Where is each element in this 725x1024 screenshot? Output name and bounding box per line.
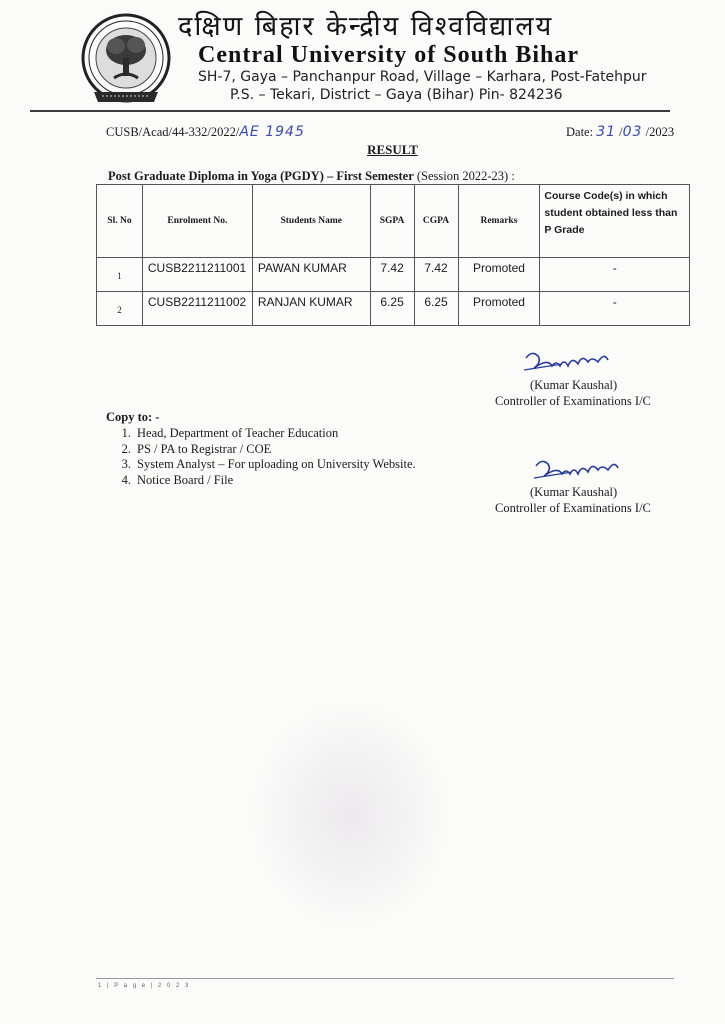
cell-enrolment: CUSB2211211001 xyxy=(142,258,252,292)
signature-1 xyxy=(522,348,612,378)
cell-course-codes: - xyxy=(540,258,690,292)
date-year: /2023 xyxy=(642,125,675,139)
result-table xyxy=(96,184,690,326)
list-item xyxy=(107,442,416,458)
header-course-codes: Course Code(s) in which student obtained less than P Grade xyxy=(540,185,690,258)
table-row xyxy=(97,258,690,292)
list-text: Notice Board / File xyxy=(137,472,234,487)
list-item xyxy=(107,473,416,489)
cell-cgpa: 6.25 xyxy=(414,292,458,326)
list-number: 2. xyxy=(121,441,131,456)
header-sl-no: Sl. No xyxy=(97,185,143,258)
signatory-designation-2: Controller of Examinations I/C xyxy=(495,501,651,515)
date-sep: / xyxy=(616,125,623,139)
cell-sl-no: 1 xyxy=(97,258,143,292)
cell-sl-no: 2 xyxy=(97,292,143,326)
header-sgpa: SGPA xyxy=(370,185,414,258)
table-header-row xyxy=(97,185,690,258)
list-item xyxy=(107,426,416,442)
copy-to-list xyxy=(107,426,416,488)
cell-sgpa: 7.42 xyxy=(370,258,414,292)
reference-prefix: CUSB/Acad/44-332/2022/ xyxy=(106,125,240,139)
address-line-2: P.S. – Tekari, District – Gaya (Bihar) Pin- 824236 xyxy=(230,87,563,103)
list-number: 1. xyxy=(121,426,131,440)
cell-student-name: RANJAN KUMAR xyxy=(252,292,370,326)
cell-course-codes: - xyxy=(540,292,690,326)
address-line-1: SH-7, Gaya – Panchanpur Road, Village – Karhara, Post-Fatehpur xyxy=(198,69,647,85)
programme-session: (Session 2022-23) : xyxy=(413,169,515,183)
date-month: 03 xyxy=(622,124,643,140)
header-enrolment: Enrolment No. xyxy=(142,185,252,258)
date-label: Date: xyxy=(566,125,597,139)
page-number: 1 | P a g e | 2 0 2 3 xyxy=(98,983,191,989)
letterhead-divider xyxy=(30,110,670,112)
signatory-name: (Kumar Kaushal) xyxy=(530,378,618,392)
cell-sgpa: 6.25 xyxy=(370,292,414,326)
reference-number xyxy=(106,124,305,140)
signatory-designation: Controller of Examinations I/C xyxy=(495,394,651,408)
copy-to-label: Copy to: - xyxy=(106,410,160,424)
document-heading: RESULT xyxy=(367,142,418,157)
footer-divider xyxy=(96,978,674,979)
signature-2 xyxy=(532,456,622,486)
list-number: 3. xyxy=(121,457,131,471)
list-item xyxy=(107,457,416,473)
cell-remarks: Promoted xyxy=(458,258,540,292)
signatory-name-2: (Kumar Kaushal) xyxy=(530,485,618,499)
reference-handwritten: AE 1945 xyxy=(239,124,305,140)
header-cgpa: CGPA xyxy=(414,185,458,258)
cell-enrolment: CUSB2211211002 xyxy=(142,292,252,326)
cell-remarks: Promoted xyxy=(458,292,540,326)
header-remarks: Remarks xyxy=(458,185,540,258)
list-text: Head, Department of Teacher Education xyxy=(137,426,339,440)
programme-title xyxy=(108,169,515,184)
list-number: 4. xyxy=(121,472,131,487)
scan-smudge xyxy=(250,700,450,930)
date-day: 31 xyxy=(596,124,617,140)
programme-name: Post Graduate Diploma in Yoga (PGDY) – First Semester xyxy=(108,169,414,183)
university-name-english: Central University of South Bihar xyxy=(198,42,579,68)
university-seal-logo xyxy=(80,12,172,108)
list-text: System Analyst – For uploading on University Website. xyxy=(137,457,416,471)
cell-cgpa: 7.42 xyxy=(414,258,458,292)
cell-student-name: PAWAN KUMAR xyxy=(252,258,370,292)
list-text: PS / PA to Registrar / COE xyxy=(137,441,272,456)
issue-date xyxy=(566,124,674,140)
header-student-name: Students Name xyxy=(252,185,370,258)
university-name-hindi: दक्षिण बिहार केन्द्रीय विश्वविद्यालय xyxy=(178,11,554,42)
table-row xyxy=(97,292,690,326)
